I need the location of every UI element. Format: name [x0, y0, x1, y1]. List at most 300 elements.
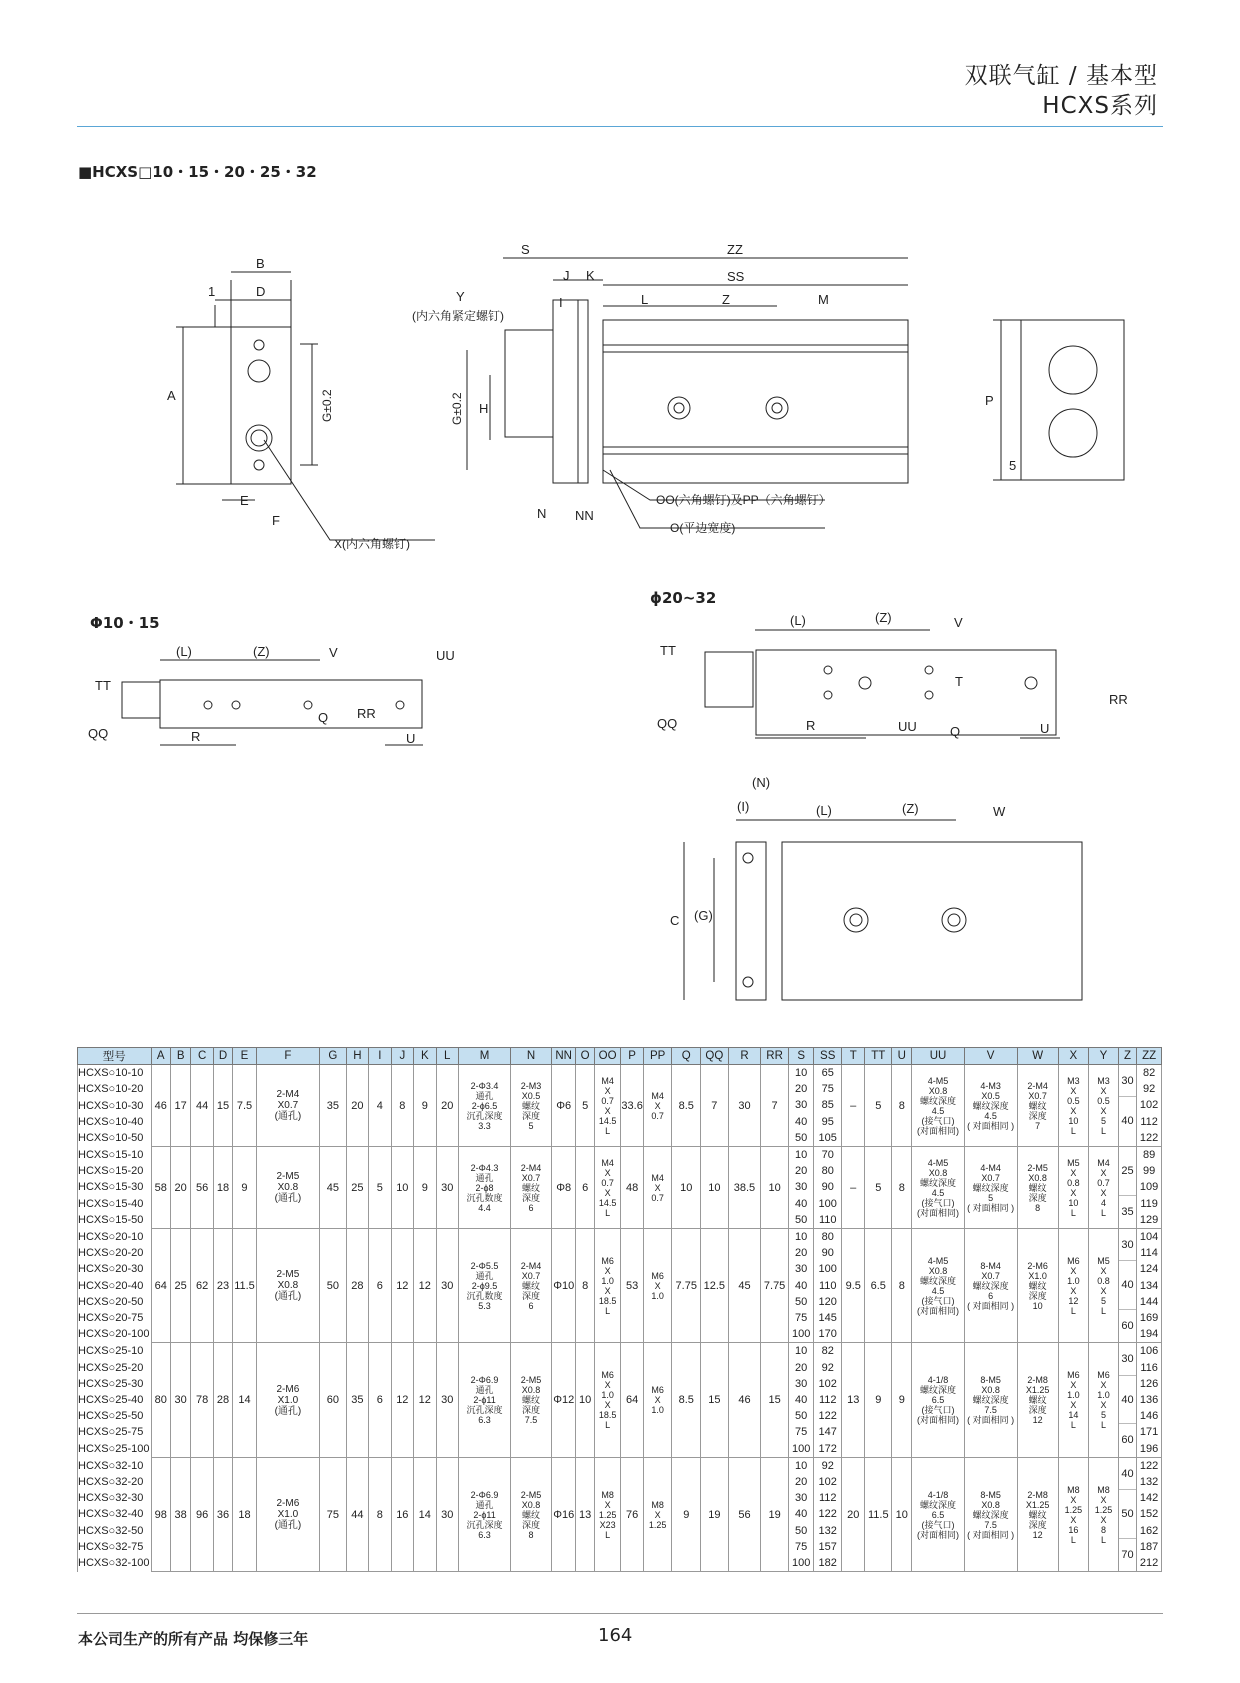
- table-value: 110: [818, 1213, 837, 1226]
- table-cell: 30: [436, 1343, 458, 1457]
- dim-label-rr-large: RR: [1109, 692, 1128, 707]
- callout-g-tol-center: G±0.2: [450, 392, 464, 425]
- table-cell: 30: [728, 1065, 761, 1147]
- table-value: 152: [1139, 1508, 1159, 1521]
- table-cell: M3 X 0.5 X 10 L: [1058, 1065, 1089, 1147]
- table-cell: 2-Φ4.3 通孔 2-ϕ8 沉孔数度 4.4: [458, 1147, 510, 1229]
- table-cell: 6: [576, 1147, 594, 1229]
- table-cell: 8-M5 X0.8 螺纹深度 7.5 ( 对面相同 ): [964, 1457, 1017, 1571]
- table-value: 40: [1119, 1458, 1136, 1490]
- dim-label-g-top: (G): [694, 908, 713, 923]
- callout-g-tol-left: G±0.2: [320, 389, 334, 422]
- column-header: V: [964, 1048, 1017, 1065]
- dim-label-h: H: [479, 401, 489, 416]
- model-name: HCXS○20-10: [78, 1231, 144, 1244]
- table-value: 196: [1139, 1442, 1159, 1455]
- table-cell: 9: [672, 1457, 701, 1571]
- table-cell: 28: [346, 1229, 368, 1343]
- table-value: 40: [1119, 1261, 1136, 1310]
- table-cell: [1137, 1229, 1162, 1343]
- dim-label-k: K: [586, 268, 595, 283]
- table-value: 126: [1139, 1377, 1159, 1390]
- table-value: 40: [1119, 1376, 1136, 1425]
- table-cell: 2-M4 X0.7 螺纹 深度 6: [511, 1229, 552, 1343]
- table-cell: 15: [761, 1343, 789, 1457]
- column-header: C: [191, 1048, 213, 1065]
- table-cell: 2-Φ5.5 通孔 2-ϕ9.5 沉孔数度 5.3: [458, 1229, 510, 1343]
- dim-label-1: 1: [208, 284, 216, 299]
- table-cell: 2-M5 X0.8 螺纹 深度 8: [1017, 1147, 1058, 1229]
- table-value: 50: [795, 1213, 808, 1226]
- column-header: E: [233, 1048, 256, 1065]
- table-cell: 2-M6 X1.0 (通孔): [256, 1343, 319, 1457]
- table-value: 112: [818, 1492, 837, 1505]
- dim-label-q-large: Q: [950, 724, 961, 739]
- table-cell: 64: [151, 1229, 170, 1343]
- table-cell: 8: [892, 1065, 912, 1147]
- dim-label-z-top: (Z): [902, 801, 919, 816]
- model-name: HCXS○20-75: [78, 1312, 144, 1325]
- table-cell: 25: [170, 1229, 190, 1343]
- model-name: HCXS○10-20: [78, 1083, 144, 1096]
- dim-label-r-small: R: [191, 729, 201, 744]
- table-cell: 36: [213, 1457, 232, 1571]
- table-cell: 46: [151, 1065, 170, 1147]
- table-value: 92: [821, 1361, 834, 1374]
- model-name: HCXS○20-20: [78, 1247, 144, 1260]
- dim-label-v-small: V: [329, 645, 338, 660]
- table-cell: 10: [576, 1343, 594, 1457]
- table-value: 119: [1140, 1197, 1158, 1210]
- table-value: 169: [1139, 1312, 1159, 1325]
- model-name: HCXS○10-10: [78, 1067, 144, 1080]
- table-value: 162: [1139, 1524, 1159, 1537]
- table-cell: 38.5: [728, 1147, 761, 1229]
- table-cell: M8 X 1.25: [643, 1457, 672, 1571]
- catalog-series: HCXS系列: [1042, 93, 1158, 119]
- table-cell: 5: [865, 1065, 892, 1147]
- column-header: TT: [865, 1048, 892, 1065]
- dim-label-y: Y: [456, 289, 465, 304]
- table-value: 109: [1139, 1181, 1159, 1194]
- table-cell: M3 X 0.5 X 5 L: [1089, 1065, 1119, 1147]
- table-cell: M5 X 0.8 X 10 L: [1058, 1147, 1089, 1229]
- table-value: 187: [1139, 1540, 1159, 1553]
- dim-label-l-small: (L): [176, 644, 192, 659]
- model-name: HCXS○15-40: [78, 1197, 144, 1210]
- table-value: 75: [795, 1426, 808, 1439]
- side-view: [467, 258, 908, 528]
- table-cell: [1118, 1065, 1136, 1147]
- table-cell: 2-Φ3.4 通孔 2-ϕ6.5 沉孔深度 3.3: [458, 1065, 510, 1147]
- model-name: HCXS○20-100: [78, 1328, 150, 1341]
- table-cell: [1137, 1343, 1162, 1457]
- column-header: K: [414, 1048, 436, 1065]
- table-cell: 13: [842, 1343, 865, 1457]
- table-cell: 10: [761, 1147, 789, 1229]
- table-value: 40: [795, 1279, 808, 1292]
- dim-label-p: P: [985, 393, 994, 408]
- table-cell: 9: [233, 1147, 256, 1229]
- column-header: B: [170, 1048, 190, 1065]
- table-cell: [78, 1457, 152, 1571]
- table-cell: 53: [621, 1229, 643, 1343]
- table-value: 10: [795, 1231, 808, 1244]
- table-value: 89: [1142, 1149, 1156, 1162]
- table-value: 134: [1139, 1279, 1159, 1292]
- table-cell: [1137, 1457, 1162, 1571]
- table-value: 182: [818, 1557, 837, 1570]
- table-value: 40: [795, 1508, 808, 1521]
- callout-y-screw: (内六角紧定螺钉): [412, 309, 504, 323]
- table-cell: 4-M3 X0.5 螺纹深度 4.5 ( 对面相同 ): [964, 1065, 1017, 1147]
- column-header: D: [213, 1048, 232, 1065]
- table-value: 144: [1139, 1295, 1159, 1308]
- column-header: UU: [912, 1048, 964, 1065]
- column-header: Z: [1118, 1048, 1136, 1065]
- table-cell: 30: [436, 1457, 458, 1571]
- column-header: QQ: [701, 1048, 729, 1065]
- table-value: 80: [821, 1231, 834, 1244]
- model-name: HCXS○20-30: [78, 1263, 144, 1276]
- table-cell: 2-M5 X0.8 螺纹 深度 7.5: [511, 1343, 552, 1457]
- table-row: [78, 1065, 1162, 1147]
- table-cell: 64: [621, 1343, 643, 1457]
- table-cell: [814, 1457, 842, 1571]
- callout-x-screw: X(内六角螺钉): [334, 537, 410, 551]
- model-name: HCXS○15-10: [78, 1149, 144, 1162]
- model-name: HCXS○20-50: [78, 1295, 144, 1308]
- table-value: 40: [795, 1197, 808, 1210]
- table-cell: 4-1/8 螺纹深度 6.5 (接气口) (对面相同): [912, 1343, 964, 1457]
- table-cell: M6 X 1.0 X 18.5 L: [594, 1229, 621, 1343]
- column-header: J: [391, 1048, 413, 1065]
- table-value: 171: [1139, 1426, 1159, 1439]
- table-cell: Φ16: [551, 1457, 576, 1571]
- dim-label-f: F: [272, 513, 280, 528]
- dim-label-i-top: (I): [737, 799, 750, 814]
- table-value: 10: [795, 1459, 808, 1472]
- dim-label-l-top: (L): [816, 803, 832, 818]
- table-value: 132: [1139, 1476, 1159, 1489]
- table-value: 40: [795, 1115, 808, 1128]
- table-value: 30: [795, 1181, 808, 1194]
- model-name: HCXS○25-20: [78, 1361, 144, 1374]
- table-cell: 4-M5 X0.8 螺纹深度 4.5 (接气口) (对面相同): [912, 1229, 964, 1343]
- table-value: 99: [1142, 1165, 1156, 1178]
- table-value: 122: [1139, 1459, 1159, 1472]
- table-value: 92: [1142, 1083, 1156, 1096]
- table-cell: [814, 1343, 842, 1457]
- table-cell: Φ12: [551, 1343, 576, 1457]
- table-value: 20: [795, 1083, 808, 1096]
- table-row: [78, 1343, 1162, 1457]
- model-name: HCXS○15-50: [78, 1213, 144, 1226]
- footer-warranty: 本公司生产的所有产品 均保修三年: [78, 1630, 309, 1648]
- table-cell: [814, 1229, 842, 1343]
- column-header: M: [458, 1048, 510, 1065]
- dim-label-l-large: (L): [790, 613, 806, 628]
- top-view: [684, 820, 1082, 1000]
- table-cell: [788, 1229, 814, 1343]
- table-cell: 8: [576, 1229, 594, 1343]
- table-cell: 56: [191, 1147, 213, 1229]
- table-cell: [814, 1147, 842, 1229]
- dim-label-b: B: [256, 256, 265, 271]
- table-value: 10: [795, 1345, 808, 1358]
- rear-view: [993, 320, 1124, 480]
- model-name: HCXS○25-30: [78, 1377, 144, 1390]
- dim-label-zz: ZZ: [727, 242, 743, 257]
- table-cell: 9: [414, 1065, 436, 1147]
- table-cell: 2-M8 X1.25 螺纹 深度 12: [1017, 1343, 1058, 1457]
- column-header: OO: [594, 1048, 621, 1065]
- table-value: 90: [821, 1247, 834, 1260]
- table-cell: 14: [233, 1343, 256, 1457]
- table-cell: 30: [436, 1147, 458, 1229]
- table-cell: 10: [892, 1457, 912, 1571]
- table-cell: Φ6: [551, 1065, 576, 1147]
- table-cell: 2-M4 X0.7 (通孔): [256, 1065, 319, 1147]
- table-cell: –: [842, 1147, 865, 1229]
- table-cell: M8 X 1.25 X 16 L: [1058, 1457, 1089, 1571]
- table-cell: 4-1/8 螺纹深度 6.5 (接气口) (对面相同): [912, 1457, 964, 1571]
- dim-label-n-top: (N): [752, 775, 771, 790]
- table-cell: –: [842, 1065, 865, 1147]
- table-cell: [788, 1343, 814, 1457]
- table-cell: [1118, 1147, 1136, 1229]
- table-cell: 2-M4 X0.7 螺纹 深度 6: [511, 1147, 552, 1229]
- column-header: PP: [643, 1048, 672, 1065]
- dim-label-c: C: [670, 913, 680, 928]
- table-value: 194: [1139, 1328, 1159, 1341]
- table-value: 100: [791, 1328, 811, 1341]
- table-cell: [1137, 1065, 1162, 1147]
- column-header: R: [728, 1048, 761, 1065]
- dim-label-qq-small: QQ: [88, 726, 109, 741]
- dim-label-nn: NN: [575, 508, 594, 523]
- table-cell: 44: [346, 1457, 368, 1571]
- model-name: HCXS○25-50: [78, 1410, 144, 1423]
- table-cell: 9: [892, 1343, 912, 1457]
- table-cell: 8-M5 X0.8 螺纹深度 7.5 ( 对面相同 ): [964, 1343, 1017, 1457]
- table-cell: 48: [621, 1147, 643, 1229]
- table-row: [78, 1229, 1162, 1343]
- table-value: 102: [818, 1476, 837, 1489]
- table-value: 142: [1139, 1492, 1159, 1505]
- dim-label-u-small: U: [406, 731, 416, 746]
- table-cell: 2-M5 X0.8 螺纹 深度 8: [511, 1457, 552, 1571]
- model-name: HCXS○25-75: [78, 1426, 144, 1439]
- dim-label-qq-large: QQ: [657, 716, 678, 731]
- model-name: HCXS○10-50: [78, 1132, 144, 1145]
- table-cell: 5: [576, 1065, 594, 1147]
- table-cell: 20: [170, 1147, 190, 1229]
- model-name: HCXS○25-10: [78, 1345, 144, 1358]
- callout-o-flat: O(平边宽度): [670, 521, 736, 535]
- model-name: HCXS○20-40: [78, 1279, 144, 1292]
- table-value: 122: [818, 1410, 837, 1423]
- column-header: O: [576, 1048, 594, 1065]
- table-value: 40: [795, 1394, 808, 1407]
- table-value: 120: [818, 1295, 837, 1308]
- dim-label-rr-small: RR: [357, 706, 376, 721]
- table-value: 65: [821, 1067, 834, 1079]
- table-cell: 10: [391, 1147, 413, 1229]
- table-value: 30: [795, 1492, 808, 1505]
- table-value: 60: [1121, 1320, 1134, 1333]
- table-value: 20: [795, 1361, 808, 1374]
- table-cell: 12: [391, 1229, 413, 1343]
- table-value: 114: [1140, 1247, 1158, 1260]
- table-header: [78, 1048, 1162, 1065]
- table-cell: 9: [865, 1343, 892, 1457]
- table-cell: 14: [414, 1457, 436, 1571]
- table-cell: 58: [151, 1147, 170, 1229]
- table-cell: 19: [761, 1457, 789, 1571]
- table-cell: 2-Φ6.9 通孔 2-ϕ11 沉孔深度 6.3: [458, 1343, 510, 1457]
- bottom-view-small: [122, 660, 423, 745]
- table-value: 30: [795, 1377, 808, 1390]
- dim-label-u-large: U: [1040, 721, 1050, 736]
- page-number: 164: [598, 1625, 633, 1646]
- model-name: HCXS○10-30: [78, 1099, 144, 1112]
- model-name: HCXS○15-30: [78, 1181, 144, 1194]
- table-cell: M6 X 1.0 X 12 L: [1058, 1229, 1089, 1343]
- table-value: 146: [1139, 1410, 1159, 1423]
- table-value: 157: [818, 1540, 837, 1553]
- table-cell: 44: [191, 1065, 213, 1147]
- table-cell: 62: [191, 1229, 213, 1343]
- column-header: SS: [814, 1048, 842, 1065]
- table-cell: 76: [621, 1457, 643, 1571]
- section-label-small-bore: Φ10・15: [90, 614, 160, 632]
- table-row: [78, 1147, 1162, 1229]
- table-cell: 23: [213, 1229, 232, 1343]
- table-cell: 7.5: [233, 1065, 256, 1147]
- table-cell: 19: [701, 1457, 729, 1571]
- table-cell: 2-M3 X0.5 螺纹 深度 5: [511, 1065, 552, 1147]
- dim-label-r-large: R: [806, 718, 816, 733]
- table-cell: 6: [369, 1229, 391, 1343]
- dim-label-z-large: (Z): [875, 610, 892, 625]
- dim-label-j: J: [563, 268, 570, 283]
- table-value: 106: [1139, 1345, 1159, 1358]
- table-value: 172: [818, 1442, 837, 1455]
- table-cell: 12: [414, 1229, 436, 1343]
- table-cell: 7: [701, 1065, 729, 1147]
- model-name: HCXS○32-100: [78, 1557, 150, 1570]
- table-cell: [78, 1343, 152, 1457]
- table-value: 100: [791, 1557, 811, 1570]
- table-cell: 28: [213, 1343, 232, 1457]
- table-value: 30: [1119, 1343, 1136, 1375]
- table-value: 104: [1139, 1231, 1159, 1244]
- model-name: HCXS○32-30: [78, 1492, 144, 1505]
- table-cell: 11.5: [865, 1457, 892, 1571]
- dim-label-d: D: [256, 284, 266, 299]
- table-cell: 60: [320, 1343, 347, 1457]
- column-header: S: [788, 1048, 814, 1065]
- table-cell: 8: [391, 1065, 413, 1147]
- column-header: A: [151, 1048, 170, 1065]
- table-value: 30: [1119, 1065, 1136, 1097]
- table-cell: M4 X 0.7 X 14.5 L: [594, 1147, 621, 1229]
- table-value: 70: [1121, 1548, 1134, 1561]
- dim-label-i: I: [559, 295, 563, 310]
- table-value: 100: [818, 1197, 837, 1210]
- table-value: 50: [795, 1295, 808, 1308]
- table-row: [78, 1457, 1162, 1571]
- table-cell: 12: [414, 1343, 436, 1457]
- callout-oo-pp: OO(六角螺钉)及PP（六角螺钉）: [656, 493, 831, 507]
- table-cell: 9.5: [842, 1229, 865, 1343]
- table-cell: [1118, 1343, 1136, 1457]
- table-value: 10: [795, 1149, 808, 1162]
- dim-label-tt-large: TT: [660, 643, 676, 658]
- dim-label-e: E: [240, 493, 249, 508]
- table-cell: 8-M4 X0.7 螺纹深度 6 ( 对面相同 ): [964, 1229, 1017, 1343]
- table-cell: [788, 1457, 814, 1571]
- table-cell: 10: [701, 1147, 729, 1229]
- table-cell: 2-M6 X1.0 (通孔): [256, 1457, 319, 1571]
- table-value: 212: [1139, 1557, 1159, 1570]
- model-name: HCXS○25-40: [78, 1394, 144, 1407]
- column-header: ZZ: [1137, 1048, 1162, 1065]
- table-cell: 15: [213, 1065, 232, 1147]
- model-name: HCXS○32-10: [78, 1459, 144, 1472]
- table-cell: 2-M8 X1.25 螺纹 深度 12: [1017, 1457, 1058, 1571]
- table-cell: [78, 1065, 152, 1147]
- table-value: 85: [821, 1099, 834, 1112]
- table-cell: 20: [436, 1065, 458, 1147]
- column-header: NN: [551, 1048, 576, 1065]
- dim-label-z: Z: [722, 292, 730, 307]
- bottom-view-large: [705, 630, 1060, 738]
- table-cell: 8: [892, 1229, 912, 1343]
- model-heading: ■HCXS□10・15・20・25・32: [78, 163, 317, 181]
- dim-label-z-small: (Z): [253, 644, 270, 659]
- model-name: HCXS○32-20: [78, 1476, 144, 1489]
- table-cell: [788, 1147, 814, 1229]
- table-value: 82: [821, 1345, 834, 1358]
- model-name: HCXS○32-50: [78, 1524, 144, 1537]
- dim-label-l: L: [641, 292, 649, 307]
- table-value: 145: [818, 1312, 837, 1325]
- table-cell: [788, 1065, 814, 1147]
- table-cell: 96: [191, 1457, 213, 1571]
- table-cell: M6 X 1.0: [643, 1343, 672, 1457]
- table-cell: 38: [170, 1457, 190, 1571]
- column-header: RR: [761, 1048, 789, 1065]
- table-value: 25: [1119, 1147, 1136, 1196]
- table-value: 129: [1139, 1213, 1159, 1226]
- table-value: 132: [818, 1524, 837, 1537]
- table-cell: 5: [865, 1147, 892, 1229]
- table-value: 35: [1121, 1205, 1134, 1218]
- table-cell: 7: [761, 1065, 789, 1147]
- dim-label-m: M: [818, 292, 829, 307]
- dim-label-uu-small: UU: [436, 648, 455, 663]
- column-header: Y: [1089, 1048, 1119, 1065]
- table-value: 40: [1121, 1115, 1134, 1128]
- table-value: 75: [795, 1540, 808, 1553]
- table-cell: 2-M5 X0.8 (通孔): [256, 1229, 319, 1343]
- table-cell: M4 X 0.7: [643, 1065, 672, 1147]
- table-value: 30: [795, 1263, 808, 1276]
- section-label-large-bore: ϕ20~32: [650, 589, 717, 607]
- table-value: 50: [795, 1131, 808, 1144]
